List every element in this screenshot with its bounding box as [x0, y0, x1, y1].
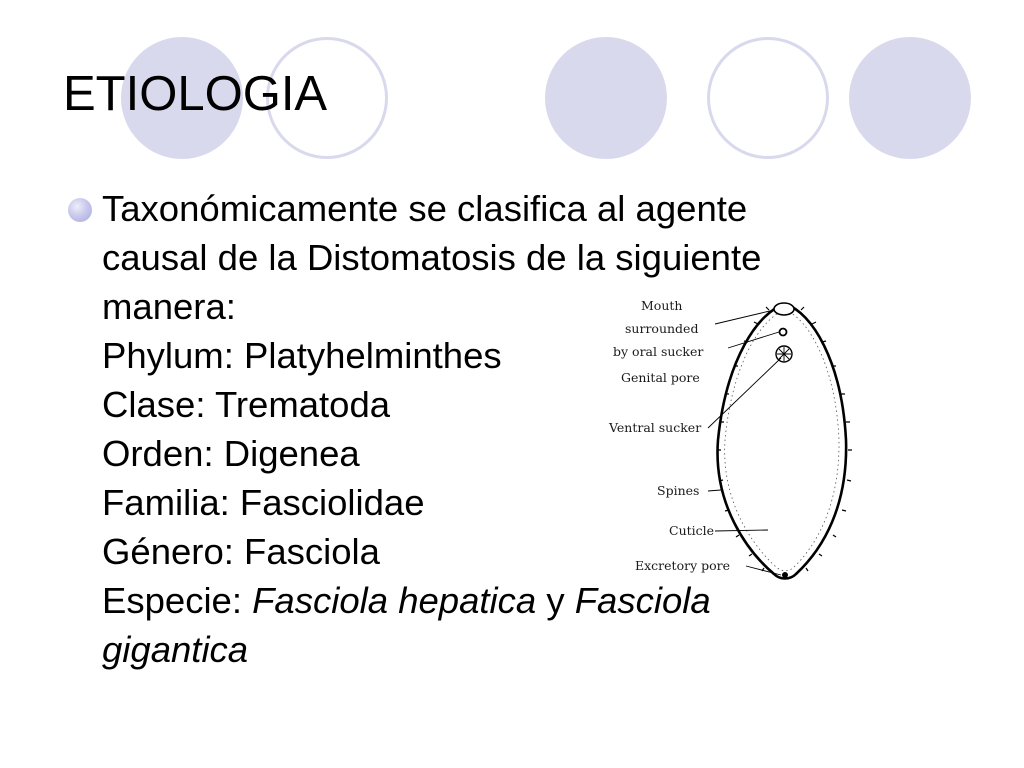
taxon-familia: Familia: Fasciolidae [102, 482, 425, 523]
label-spines: Spines [657, 483, 700, 498]
taxon-orden: Orden: Digenea [102, 433, 360, 474]
ventral-sucker-rays [777, 347, 791, 361]
slide-title: ETIOLOGIA [63, 67, 328, 121]
decor-circle-5 [849, 37, 971, 159]
especie-name-2-continued: gigantica [102, 629, 249, 670]
diagram-labels [608, 298, 730, 573]
taxon-genero: Género: Fasciola [102, 531, 380, 572]
oral-sucker [774, 303, 794, 315]
label-ventral-sucker: Ventral sucker [609, 420, 702, 435]
bullet-intro-line-3: manera: [102, 286, 236, 327]
label-genital-pore: Genital pore [621, 370, 700, 385]
especie-connector: y [536, 580, 575, 621]
label-mouth-line-2: surrounded [625, 321, 699, 336]
taxon-phylum: Phylum: Platyhelminthes [102, 335, 502, 376]
genital-pore-mark [780, 329, 787, 336]
excretory-pore-mark [782, 572, 788, 578]
bullet-icon [68, 198, 92, 222]
label-excretory-pore: Excretory pore [635, 558, 731, 573]
label-mouth-line-3: by oral sucker [613, 344, 704, 359]
decor-circle-4 [707, 37, 829, 159]
bullet-intro-line-2: causal de la Distomatosis de la siguiente [102, 237, 762, 278]
label-cuticle: Cuticle [669, 523, 715, 538]
bullet-intro-line-1: Taxonómicamente se clasifica al agente [102, 188, 748, 229]
decor-circle-3 [545, 37, 667, 159]
fasciola-diagram-svg [598, 290, 868, 596]
taxon-clase: Clase: Trematoda [102, 384, 391, 425]
especie-name-2: Fasciola [574, 580, 711, 621]
especie-name-1: Fasciola hepatica [252, 580, 537, 621]
label-mouth-line-1: Mouth [641, 298, 683, 313]
fasciola-diagram [598, 290, 868, 596]
especie-label: Especie: [102, 580, 253, 621]
